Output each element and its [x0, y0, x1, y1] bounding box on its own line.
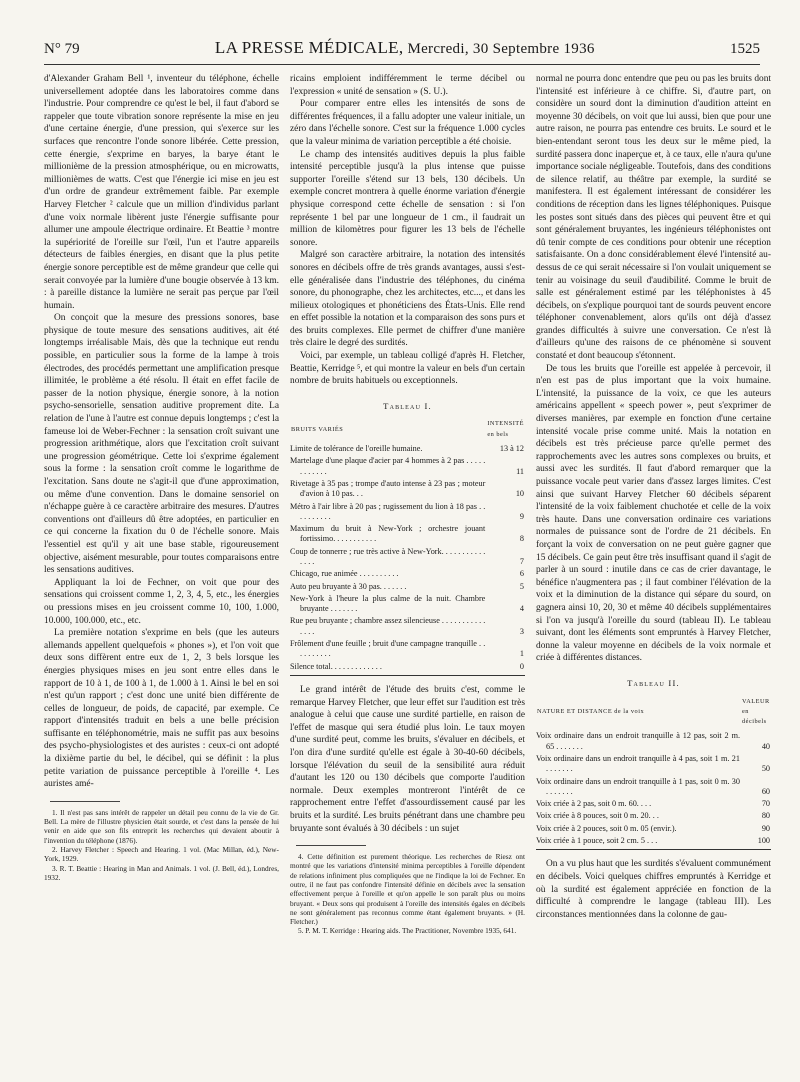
row-value: 80 [761, 811, 770, 821]
row-label: Voix criée à 1 pouce, soit 2 cm. 5 . . . [536, 836, 658, 846]
journal-title: LA PRESSE MÉDICALE, [214, 38, 404, 57]
footnote: 3. R. T. Beattie : Hearing in Man and Animals. 1 vol. (J. Bell, éd.), Londres, 1932. [44, 863, 279, 882]
row-value: 11 [516, 466, 524, 476]
footnote: 4. Cette définition est purement théorique. Les recherches de Riesz ont montré que les variations d'intensité minima perceptibles à l'oreille dépendent de relations infiniment plus compliquées que ne l'indique la loi de Fechner. En outre, il ne faut pas confondre l'intensité définie en décibels avec la sensation effectivement perçue à l'oreille et qu'on appelle le son paraît plus ou moins bruyant. « Deux sons qui produisent à l'oreille des intensités égales en décibels ne sont généralement pas reconnus comme étant également bruyants. » (H. Fletcher.) [290, 852, 525, 927]
row-label: Voix criée à 8 pouces, soit 0 m. 20. . . [536, 811, 659, 821]
table-2-head-right: VALEUR en décibels [742, 697, 770, 726]
paragraph: Pour comparer entre elles les intensités de sons de différentes fréquences, il a fallu adopter une valeur initiale, un zéro dans l'échelle sonore. C'est sur la fréquence 1.000 cycles que la valeur minima de variation perceptible a été choisie. [290, 99, 525, 147]
table-row [290, 615, 525, 638]
footnote-separator [296, 845, 366, 846]
paragraph: ricains emploient indifféremment le terme décibel ou l'expression « unité de sensation » (S. U.). [290, 74, 525, 97]
paragraph: Le grand intérêt de l'étude des bruits c'est, comme le remarque Harvey Fletcher, que leur effet sur l'audition est très analogue à celui que cause une surdité partielle, en raison de l'effet de masque qui sera étudié plus loin. Le taux moyen d'une surdité peut, comme les bruits, s'évaluer en décibels, et l'on dira d'une surdité qu'elle est égale à 30-40-60 décibels, lorsque l'élévation du seuil de la sensibilité aura réduit d'autant les 120 ou 130 décibels que comporte l'audition normale. Deux exemples montreront l'intérêt de ce rapprochement entre l'effet d'assourdissement causé par les bruits et la surdité. Les bruits pénétrant dans une chambre peu bruyante sont évalués à 30 décibels : un sujet [290, 684, 525, 834]
row-label: Voix criée à 2 pouces, soit 0 m. 05 (envir.). [536, 823, 677, 833]
row-label: Auto peu bruyante à 30 pas. . . . . . . [290, 581, 407, 591]
article-columns [44, 73, 771, 936]
table-row [536, 823, 771, 835]
page-number: 1525 [730, 41, 760, 57]
table-2-title: Tableau II. [627, 677, 680, 688]
paragraph: Appliquant la loi de Fechner, on voit que pour des sensations qui croissent comme 1, 2, 3, 4, 5, etc., les énergies ou pressions mises en jeu croissent comme 10, 100, 1.000, 10.000, 100.000, etc., etc. [44, 577, 279, 626]
paragraph: Voici, par exemple, un tableau colligé d'après H. Fletcher, Beattie, Kerridge ⁵, et qui montre la valeur en bels d'un certain nombre de bruits habituels ou exceptionnels. [290, 351, 525, 387]
row-label: Coup de tonnerre ; rue très active à New-York. . . . . . . . . . . . . . . [290, 546, 486, 566]
table-row [290, 546, 525, 569]
column-3 [536, 73, 771, 936]
table-row [536, 753, 771, 776]
row-value: 10 [515, 489, 524, 499]
paragraph: normal ne pourra donc entendre que peu ou pas les bruits dont l'intensité est inférieure à ce chiffre. Si, d'autre part, on considère un sourd dont la diminution d'audition atteint en moyenne 30 décibels, on voit que lui aussi, bien que pour une autre raison, ne pourra pas entendre ces bruits. Le sourd et le bien-entendant seront tous les deux sur le même pied, la surdité passera donc inaperçue et, à ce taux, elle n'aura qu'une importance sociale négligeable. Toutefois, dans des conditions de silence relatif, au théâtre par exemple, la surdité se manifestera. Il est également intéressant de considérer les conditions de réception dans les lignes téléphoniques. Puisque les postes sont situés dans des pièces qui peuvent être et qui sont généralement bruyantes, les ingénieurs téléphonistes ont dû tenir compte de ces conditions pour obtenir une réception satisfaisante. On a donc considérablement élevé l'intensité au-dessus de ce qui serait nécessaire si l'on voulait uniquement se tenir au voisinage du seuil d'audibilité. Comme le bruit de salle est généralement estimé par les téléphonistes à 45 décibels, on s'explique pourquoi tant de sourds peuvent encore téléphoner convenablement, alors qu'ils ont déjà d'assez grandes difficultés à suivre une conversation. Ce n'est là d'ailleurs qu'une des raisons de ce phénomène si souvent constaté et dont beaucoup s'étonnent. [536, 74, 771, 362]
paragraph: La première notation s'exprime en bels (que les auteurs allemands appellent quelquefois « phones »), et l'on voit que deux sons diffèrent entre eux de 1, 2, 3 bels lorsque les énergies physiques mises en jeu sont entre elles dans le rapport de 10 à 1, de 100 à 1, de 1.000 à 1. Ainsi le bel en soi n'est qu'un rapport ; c'est donc une unité bien différente de celles de longueur, de poids, de capacité, par exemple. Ce rapport d'intensités traduit en bels a une belle précision suffisante en téléphonométrie, mais ne suffit pas aux besoins des psycho-physiologistes et des auristes : ceux-ci ont adopté la dixième partie du bel, le décibel, qui se définit : la plus petite variation de puissance perceptible à l'oreille ⁴. Les auristes amé- [44, 628, 279, 790]
row-label: Martelage d'une plaque d'acier par 4 hommes à 2 pas . . . . . . . . . . . . [290, 456, 486, 476]
table-1-body [290, 443, 525, 673]
footnote: 1. Il n'est pas sans intérêt de rappeler un détail peu connu de la vie de Gr. Bell. La mère de l'illustre physicien était sourde, et c'est dans la pensée de lui venir en aide que son fils entreprit les recherches qui devaient aboutir à l'invention du téléphone (1876). [44, 807, 279, 845]
row-label: Voix ordinaire dans un endroit tranquille à 12 pas, soit 2 m. 65 . . . . . . . [536, 731, 740, 751]
table-row [536, 835, 771, 847]
table-row [290, 568, 525, 580]
row-label: Maximum du bruit à New-York ; orchestre jouant fortissimo. . . . . . . . . . . [290, 524, 486, 544]
table-row [290, 501, 525, 524]
table-row [536, 810, 771, 822]
table-row [536, 776, 771, 799]
row-label: Chicago, rue animée . . . . . . . . . . [290, 569, 399, 579]
paragraph: On a vu plus haut que les surdités s'évaluent communément en décibels. Voici quelques chiffres empruntés à Kerridge et où la surdité est également appréciée en fonction de la difficulté à comprendre le langage (tableau III). Les circonstances mentionnées dans la colonne de gau- [536, 859, 771, 920]
footnotes [44, 808, 279, 882]
table-row [290, 478, 525, 501]
table-row [290, 523, 525, 546]
table-row [290, 638, 525, 661]
table-2 [536, 696, 771, 848]
row-label: Métro à l'air libre à 20 pas ; rugissement du lion à 18 pas . . . . . . . . . . [290, 501, 486, 521]
row-value: 0 [519, 661, 524, 671]
table-row [536, 798, 771, 810]
row-label: Frôlement d'une feuille ; bruit d'une campagne tranquille . . . . . . . . . . [290, 639, 486, 659]
row-value: 40 [761, 741, 770, 751]
table-2-head-left: NATURE ET DISTANCE de la voix [537, 707, 645, 715]
row-label: Rue peu bruyante ; chambre assez silencieuse . . . . . . . . . . . . . . . [290, 616, 486, 636]
row-label: Voix ordinaire dans un endroit tranquille à 1 pas, soit 0 m. 30 . . . . . . . [536, 776, 740, 796]
row-value: 6 [519, 569, 524, 579]
row-value: 5 [519, 581, 524, 591]
paragraph: d'Alexander Graham Bell ¹, inventeur du téléphone, échelle universellement adoptée dans les laboratoires comme dans l'industrie. Pour comprendre ce qu'est le bel, il faut d'abord se rappeler que toute vibration sonore représente la mise en jeu d'une certaine énergie, d'une pression, qui s'exerce sur les surfaces que rencontre l'onde sonore libérée. Cette pression, cette énergie, s'exprime en baryes, la barye étant le millionième de la pression atmosphérique, ou en microwatts, millionièmes de watts. C'est que l'énergie ici mise en jeu est d'un ordre de grandeur extrêmement faible. Par exemple Harvey Fletcher ² calcule que un million d'individus parlant d'une voix normale libèrent juste l'énergie suffisante pour allumer une ampoule électrique ordinaire. Et Beattie ³ montre la supériorité de l'oreille sur l'œil, l'un et l'autre appareils détecteurs de faibles énergies, en disant que la plus petite énergie sonore perceptible est de même grandeur que celle qui serait convoyée par la lumière d'une bougie observée à 13 km. : à pareille distance la lumière ne serait pas perçue par l'œil humain. [44, 74, 279, 311]
table-row [290, 661, 525, 673]
table-1-rule [290, 675, 525, 676]
row-value: 70 [761, 799, 770, 809]
paragraph: Le champ des intensités auditives depuis la plus faible intensité perceptible jusqu'à la plus intense que puisse supporter l'oreille s'étend sur 13 bels, 130 décibels. Un exemple concret montrera à quelle énorme variation d'énergie physique correspond cette échelle de sensation : si l'on représente 1 bel par une longueur de 1 cm., il faudrait un million de kilomètres pour figurer les 13 bels de l'échelle sonore. [290, 149, 525, 248]
row-value: 90 [761, 823, 770, 833]
row-value: 7 [519, 557, 524, 566]
table-1 [290, 418, 525, 673]
row-value: 9 [519, 511, 524, 521]
row-value: 3 [519, 626, 524, 636]
table-1-head-right: INTENSITÉ en bels [487, 420, 524, 438]
table-row [536, 730, 771, 753]
paragraph: On conçoit que la mesure des pressions sonores, base physique de toute mesure des sensations auditives, ait été longtemps irréalisable Mais, dès que la technique eut rendu possible, en particulier sous la forme de la lampe à trois électrodes, des procédés permettant une amplification presque illimitée, le problème a été résolu. Il était en effet facile de passer de la notion physique, énergie sonore, à la notion psycho-sensorielle, sensation auditive proprement dite. La relation de l'une à l'autre est connue depuis longtemps ; c'est la fameuse loi de Weber-Fechner : la sensation croît suivant une progression arithmétique, alors que l'excitation croît suivant une progression géométrique. Cette loi s'exprime également sous la forme : la sensation croît comme le logarithme de l'excitation. Sans doute ne s'agit-il que d'une approximation, ou même d'une convention. Dans le domaine sensoriel on n'échappe guère à ce caractère arbitraire des mesures. D'autres conventions ont d'ailleurs dû être adoptées, en particulier en ce qui concerne la fixation du 0 de l'échelle sonore. Mais l'essentiel est qu'il y ait une base stable, rigoureusement objective, aisément mesurable, pour toutes comparaisons entre les sensations auditives. [44, 313, 279, 576]
paragraph: De tous les bruits que l'oreille est appelée à percevoir, il n'en est pas de plus important que la voix humaine. L'intensité, la puissance de la voix, ce que les auteurs américains appellent « speech power », peut s'exprimer de diverses manières, par exemple en fonction d'une certaine intensité vocale prise comme unité. Mais la notation en décibels est très précieuse parce qu'elle permet des rapprochements avec les autres sons complexes ou bruits, et aussi avec les surdités. Il faut d'abord remarquer que la puissance vocale peut varier dans d'assez larges limites. C'est ainsi que suivant Harvey Fletcher 60 décibels séparent l'intensité de la voix faiblement chuchotée et celle de la voix très haute. Dans une conversation ordinaire ces variations normales de puissance sont de l'ordre de 21 décibels. En forçant la voix de conversation on ne peut guère gagner que 15 décibels. Ce gain peut être très insuffisant quand il s'agit de parler à un sourd : inutile dans ce cas de crier davantage, le bénéfice n'augmentera pas ; il faut combiner l'élévation de la voix et la diminution de la distance qui sépare du sourd, on gagnera ainsi 10, 20, 30 et même 40 décibels supplémentaires si l'on va jusqu'à l'oreille du sourd (tableau II). Le tableau suivant, dont les éléments sont empruntés à Harvey Fletcher, donne la valeur moyenne en décibels de la voix normale et criée à différentes distances. [536, 363, 771, 664]
table-row [290, 593, 525, 616]
row-value: 60 [761, 786, 770, 796]
row-value: 1 [519, 649, 524, 659]
table-row [290, 443, 525, 455]
journal-title-line [215, 38, 595, 58]
row-value: 13 à 12 [499, 444, 524, 454]
table-row [290, 581, 525, 593]
header-rule [44, 64, 760, 65]
row-value: 100 [757, 836, 770, 846]
row-value: 8 [519, 534, 524, 544]
row-label: Silence total. . . . . . . . . . . . . [290, 661, 382, 671]
footnote: 5. P. M. T. Kerridge : Hearing aids. The Practitioner, Novembre 1935, 641. [298, 926, 517, 936]
paragraph: Malgré son caractère arbitraire, la notation des intensités sonores en décibels offre de très grands avantages, aussi s'est-elle généralisée dans l'industrie des téléphones, du cinéma sonore, du phonographe, chez les architectes, etc..., et dans les milieux otologiques et phonéticiens des États-Unis. Elle rend en effet possible la notation et la comparaison des sons purs et des bruits complexes. Elle permet de chiffrer d'une manière très claire le degré des surdités. [290, 250, 525, 349]
column-1 [44, 73, 279, 936]
row-label: Voix criée à 2 pas, soit 0 m. 60. . . . [536, 799, 652, 809]
footnote-separator [50, 801, 120, 802]
issue-number: N° 79 [44, 41, 80, 57]
row-label: New-York à l'heure la plus calme de la nuit. Chambre bruyante . . . . . . . [290, 593, 486, 614]
table-2-rule [536, 849, 771, 850]
page-header [44, 38, 760, 58]
issue-date: Mercredi, 30 Septembre 1936 [407, 41, 595, 57]
table-row [290, 455, 525, 478]
footnote: 2. Harvey Fletcher : Speech and Hearing. 1 vol. (Mac Millan, éd.), New-York, 1929. [44, 845, 279, 864]
column-2 [290, 73, 525, 936]
row-label: Voix ordinaire dans un endroit tranquille à 4 pas, soit 1 m. 21 . . . . . . . [536, 753, 740, 774]
table-2-body [536, 730, 771, 847]
row-value: 4 [519, 604, 524, 614]
footnotes [290, 852, 525, 936]
row-label: Rivetage à 35 pas ; trompe d'auto intense à 23 pas ; moteur d'avion à 10 pas. . . [290, 478, 486, 499]
table-1-title: Tableau I. [383, 400, 432, 411]
row-value: 50 [761, 764, 770, 774]
row-label: Limite de tolérance de l'oreille humaine. [290, 444, 423, 454]
table-1-head-left: BRUITS VARIÉS [291, 425, 344, 433]
